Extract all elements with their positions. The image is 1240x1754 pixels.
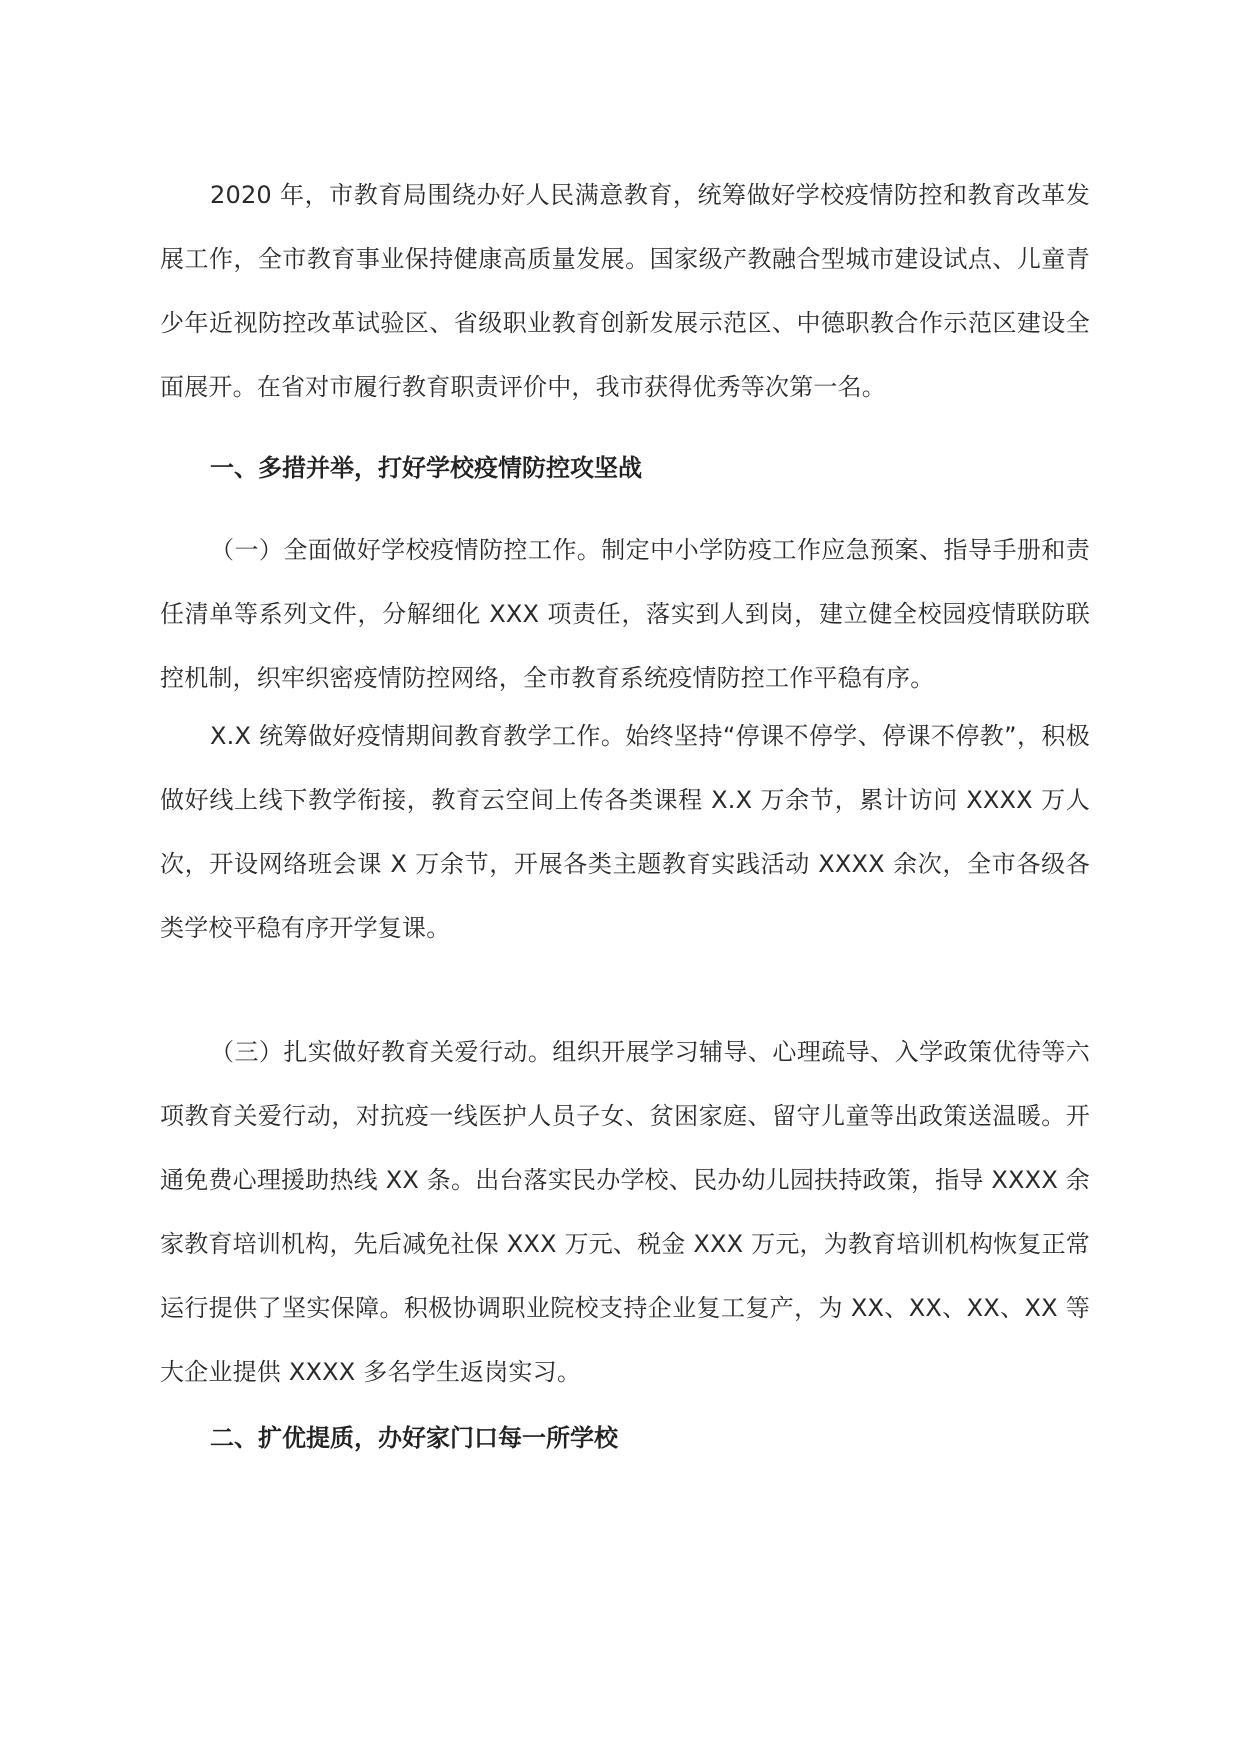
section-heading-1: 一、多措并举，打好学校疫情防控攻坚战 [210,454,642,482]
subsection-paragraph-2: X.X 统筹做好疫情期间教育教学工作。始终坚持“停课不停学、停课不停教”，积极做好线上线下教学衔接，教育云空间上传各类课程 X.X 万余节，累计访问 XXXX 万人次，开设网络班会课 X 万余节，开展各类主题教育实践活动 XXXX 余次，全市各级各类学校平稳有序开学复课。 [160,722,1090,942]
intro-paragraph: 2020 年，市教育局围绕办好人民满意教育，统筹做好学校疫情防控和教育改革发展工作，全市教育事业保持健康高质量发展。国家级产教融合型城市建设试点、儿童青少年近视防控改革试验区、省级职业教育创新发展示范区、中德职教合作示范区建设全面展开。在省对市履行教育职责评价中，我市获得优秀等次第一名。 [160,181,1090,401]
section-heading-2: 二、扩优提质，办好家门口每一所学校 [210,1424,618,1452]
subsection-paragraph-1: （一）全面做好学校疫情防控工作。制定中小学防疫工作应急预案、指导手册和责任清单等系列文件，分解细化 XXX 项责任，落实到人到岗，建立健全校园疫情联防联控机制，织牢织密疫情防控网络，全市教育系统疫情防控工作平稳有序。 [160,536,1090,692]
subsection-paragraph-3: （三）扎实做好教育关爱行动。组织开展学习辅导、心理疏导、入学政策优待等六项教育关爱行动，对抗疫一线医护人员子女、贫困家庭、留守儿童等出政策送温暖。开通免费心理援助热线 XX 条。出台落实民办学校、民办幼儿园扶持政策，指导 XXXX 余家教育培训机构，先后减免社保 XXX 万元、税金 XXX 万元，为教育培训机构恢复正常运行提供了坚实保障。积极协调职业院校支持企业复工复产，为 XX、XX、XX、XX 等大企业提供 XXXX 多名学生返岗实习。 [160,1038,1090,1386]
